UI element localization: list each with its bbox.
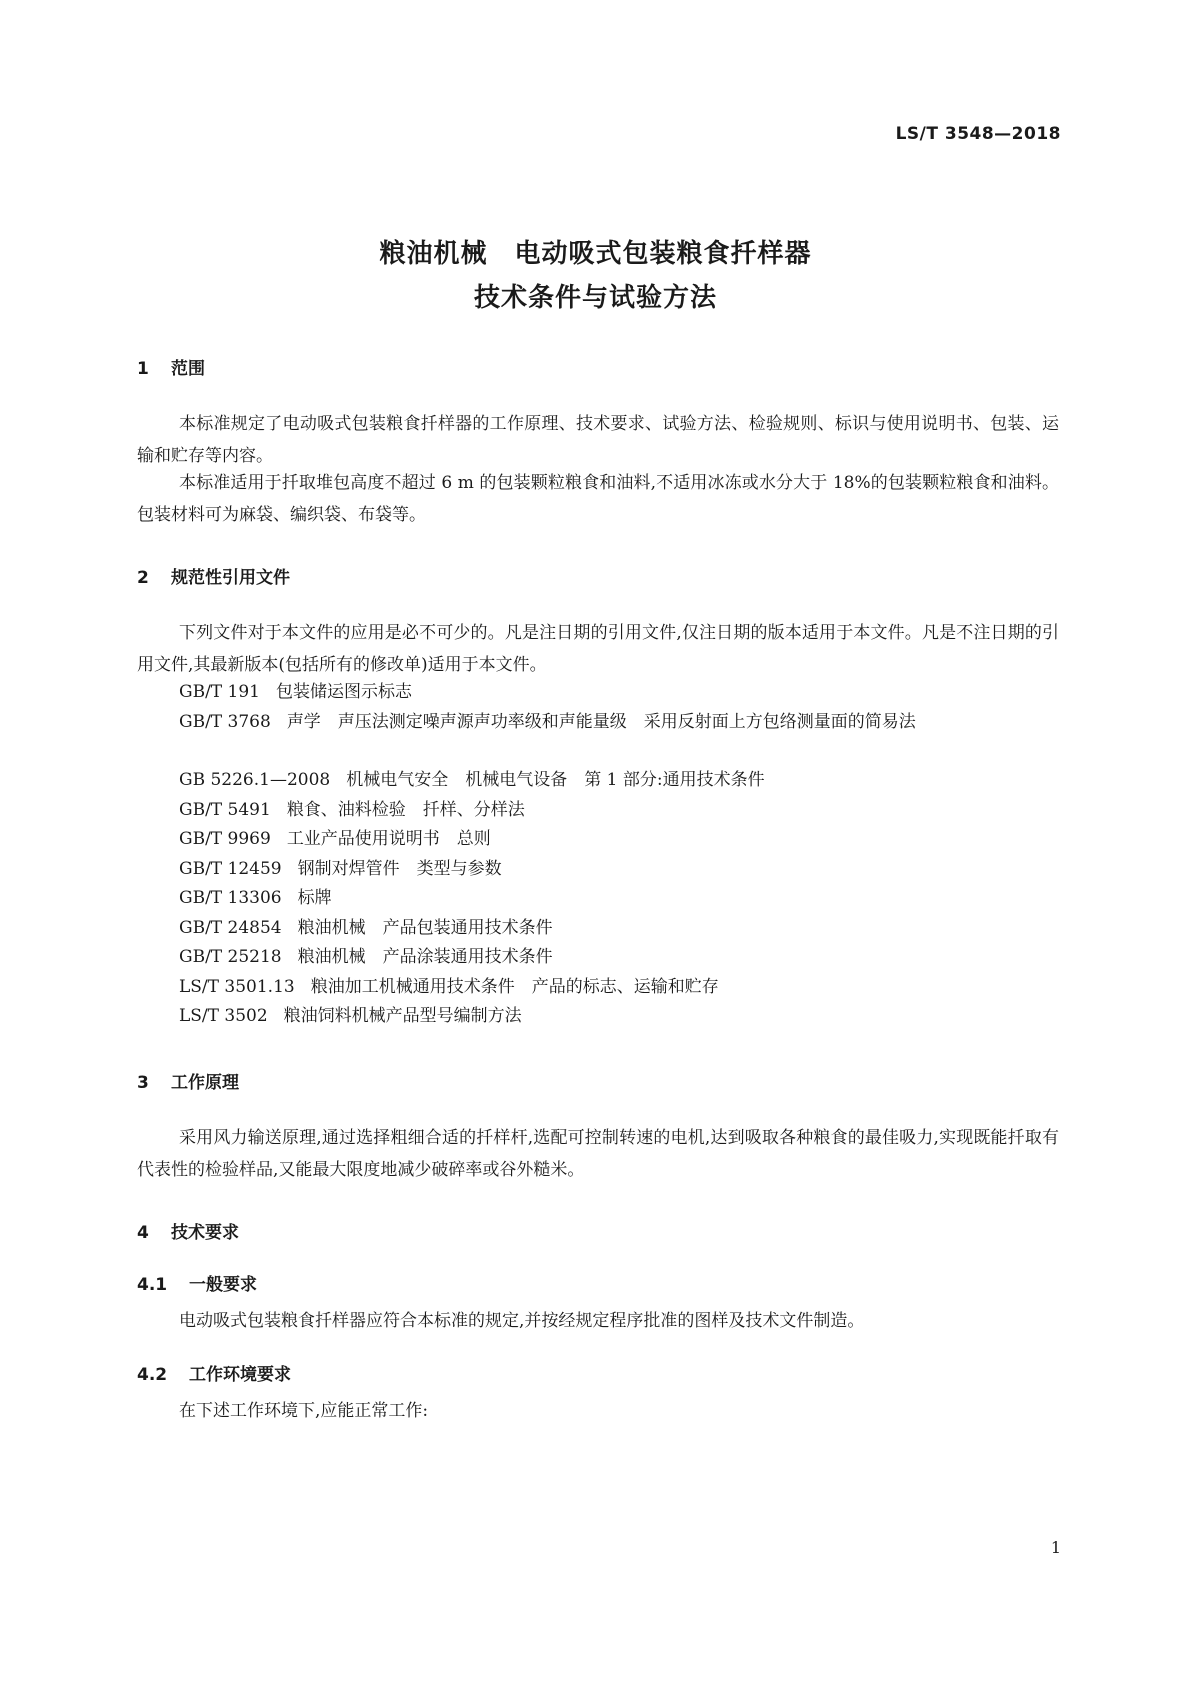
reference-code: GB/T 12459 <box>179 859 282 879</box>
subsection-title: 工作环境要求 <box>189 1365 291 1385</box>
section-heading-normative-references <box>137 563 290 588</box>
working-environment-paragraph: 在下述工作环境下,应能正常工作: <box>179 1401 429 1421</box>
subsection-number: 4.2 <box>137 1365 168 1385</box>
section-title: 工作原理 <box>171 1073 239 1093</box>
section-number: 2 <box>137 568 149 588</box>
references-intro: 下列文件对于本文件的应用是必不可少的。凡是注日期的引用文件,仅注日期的版本适用于本文件。凡是不注日期的引用文件,其最新版本(包括所有的修改单)适用于本文件。 <box>137 623 1059 675</box>
reference-code: GB/T 5491 <box>179 800 271 820</box>
section-number: 1 <box>137 359 149 379</box>
reference-code: LS/T 3501.13 <box>179 977 295 997</box>
subsection-number: 4.1 <box>137 1275 168 1295</box>
reference-item <box>137 706 1059 738</box>
standard-code: LS/T 3548—2018 <box>895 124 1061 144</box>
reference-code: LS/T 3502 <box>179 1006 268 1026</box>
reference-title: 粮油机械 产品包装通用技术条件 <box>297 918 553 938</box>
reference-title: 工业产品使用说明书 总则 <box>286 829 491 849</box>
document-title-line-1: 粮油机械 电动吸式包装粮食扦样器 <box>379 239 812 269</box>
reference-title: 钢制对焊管件 类型与参数 <box>297 859 502 879</box>
reference-code: GB/T 25218 <box>179 947 282 967</box>
reference-item <box>179 941 553 973</box>
reference-code: GB/T 13306 <box>179 888 282 908</box>
subsection-heading-working-environment <box>137 1360 291 1385</box>
section-heading-technical-requirements <box>137 1218 239 1243</box>
section-heading-working-principle <box>137 1068 239 1093</box>
reference-title: 声学 声压法测定噪声源声功率级和声能量级 采用反射面上方包络测量面的简易法 <box>286 712 916 732</box>
reference-item <box>179 676 412 708</box>
section-number: 4 <box>137 1223 149 1243</box>
page-number: 1 <box>1050 1538 1061 1557</box>
reference-item <box>179 823 491 855</box>
reference-title: 粮油机械 产品涂装通用技术条件 <box>297 947 553 967</box>
reference-item <box>179 1000 522 1032</box>
reference-code: GB/T 24854 <box>179 918 282 938</box>
document-title-line-2: 技术条件与试验方法 <box>473 283 717 313</box>
reference-item <box>179 764 765 796</box>
section-title: 范围 <box>171 359 205 379</box>
reference-item <box>179 971 719 1003</box>
reference-title: 机械电气安全 机械电气设备 第 1 部分:通用技术条件 <box>346 770 765 790</box>
working-principle-paragraph: 采用风力输送原理,通过选择粗细合适的扦样杆,选配可控制转速的电机,达到吸取各种粮食的最佳吸力,实现既能扦取有代表性的检验样品,又能最大限度地减少破碎率或谷外糙米。 <box>137 1128 1059 1180</box>
general-requirements-paragraph: 电动吸式包装粮食扦样器应符合本标准的规定,并按经规定程序批准的图样及技术文件制造。 <box>179 1311 865 1331</box>
section-heading-scope <box>137 354 205 379</box>
reference-title: 粮食、油料检验 扦样、分样法 <box>286 800 525 820</box>
reference-title: 包装储运图示标志 <box>276 682 412 702</box>
reference-item <box>179 853 502 885</box>
reference-code: GB 5226.1—2008 <box>179 770 331 790</box>
reference-code: GB/T 9969 <box>179 829 271 849</box>
scope-paragraph-1: 本标准规定了电动吸式包装粮食扦样器的工作原理、技术要求、试验方法、检验规则、标识与使用说明书、包装、运输和贮存等内容。 <box>137 414 1059 466</box>
reference-item <box>179 882 332 914</box>
reference-item <box>179 794 525 826</box>
reference-code: GB/T 3768 <box>179 712 271 732</box>
section-title: 规范性引用文件 <box>171 568 290 588</box>
section-number: 3 <box>137 1073 149 1093</box>
reference-title: 标牌 <box>297 888 332 908</box>
reference-title: 粮油加工机械通用技术条件 产品的标志、运输和贮存 <box>310 977 719 997</box>
section-title: 技术要求 <box>171 1223 239 1243</box>
subsection-title: 一般要求 <box>189 1275 257 1295</box>
reference-title: 粮油饲料机械产品型号编制方法 <box>283 1006 522 1026</box>
subsection-heading-general-requirements <box>137 1270 257 1295</box>
reference-item <box>179 912 553 944</box>
reference-code: GB/T 191 <box>179 682 260 702</box>
scope-paragraph-2: 本标准适用于扦取堆包高度不超过 6 m 的包装颗粒粮食和油料,不适用冰冻或水分大于 18%的包装颗粒粮食和油料。包装材料可为麻袋、编织袋、布袋等。 <box>137 473 1059 525</box>
